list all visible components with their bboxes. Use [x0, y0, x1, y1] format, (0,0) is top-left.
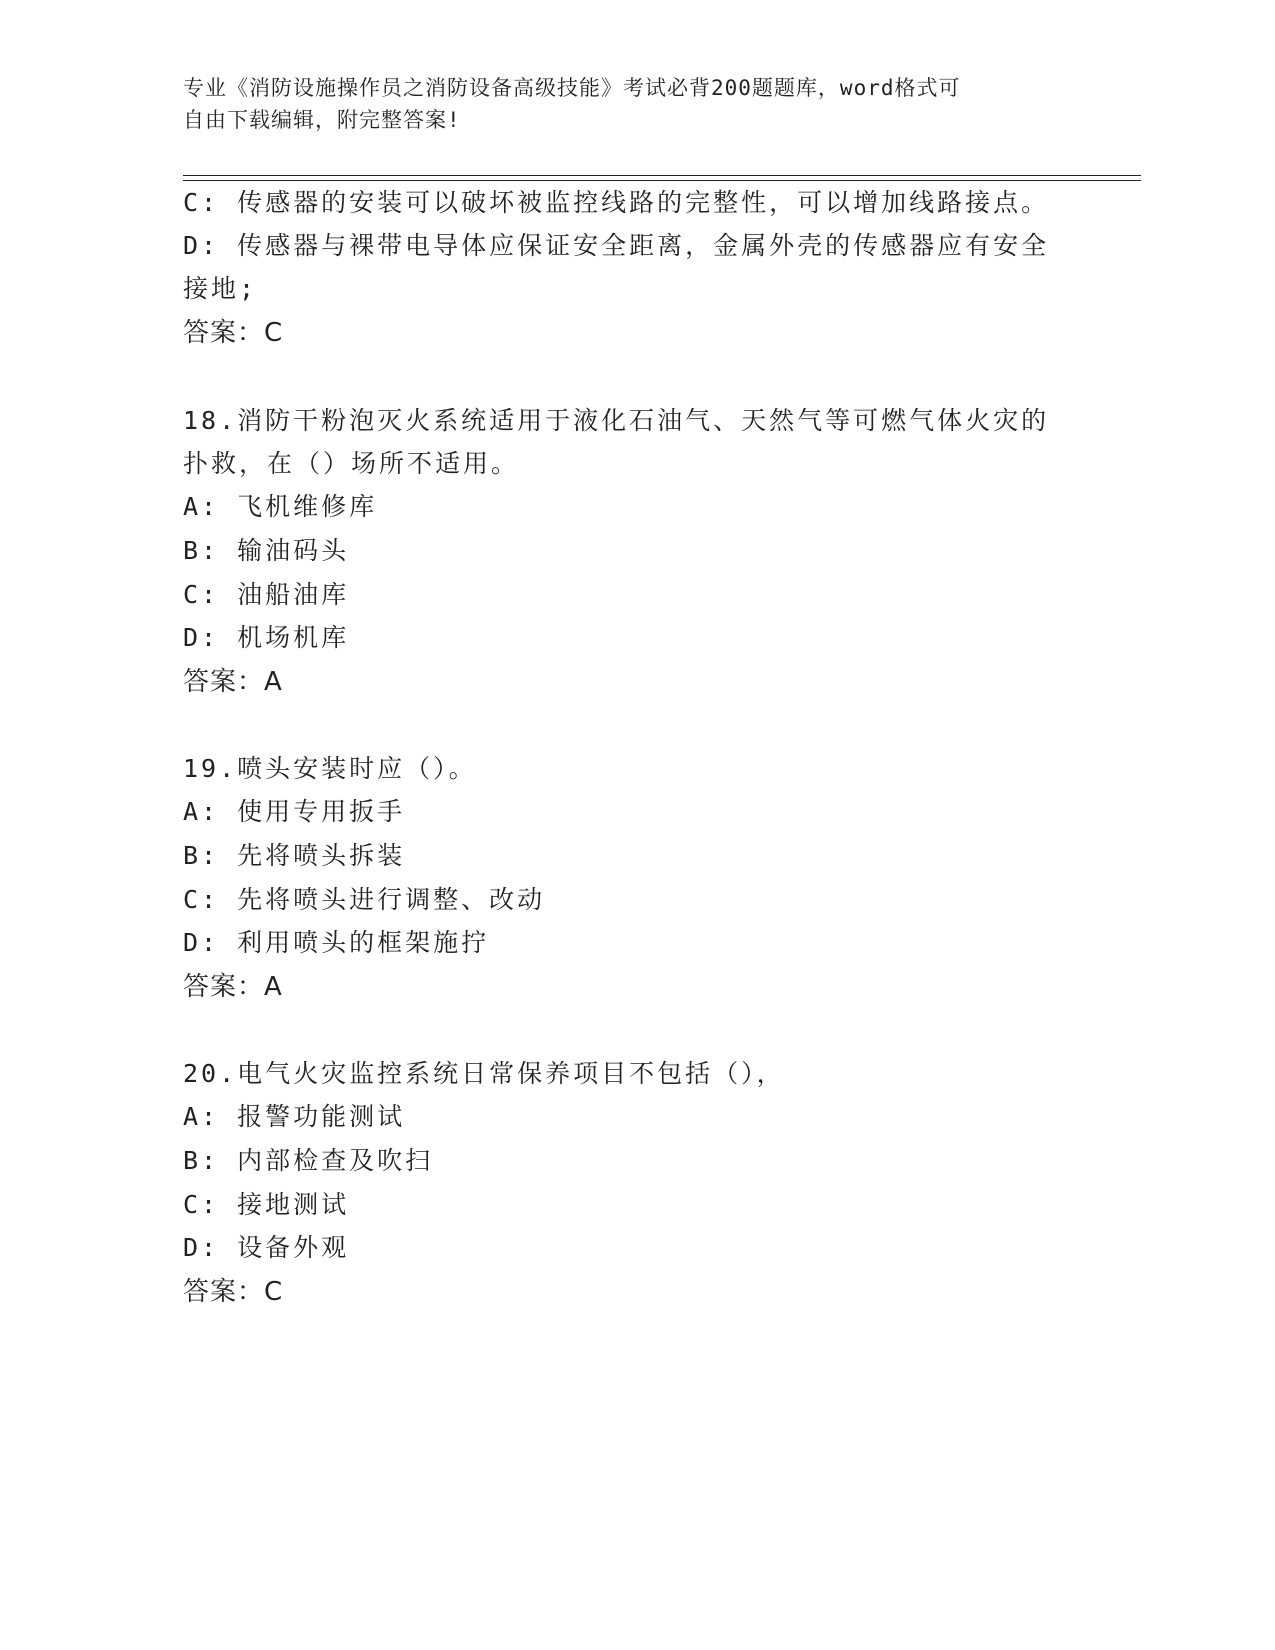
q20-stem-line1: 20.电气火灾监控系统日常保养项目不包括（）， [183, 1059, 785, 1088]
q19-option-b: B: 先将喷头拆装 [183, 841, 406, 870]
header-divider-bottom [183, 180, 1141, 181]
prev-option-c: C: 传感器的安装可以破坏被监控线路的完整性，可以增加线路接点。 [183, 188, 1050, 217]
q20-answer: 答案：C [183, 1277, 284, 1307]
q20-option-a: A: 报警功能测试 [183, 1102, 406, 1131]
q18-option-a: A: 飞机维修库 [183, 492, 378, 521]
q20-option-c: C: 接地测试 [183, 1190, 350, 1219]
prev-answer: 答案：C [183, 318, 284, 348]
q19-option-c: C: 先将喷头进行调整、改动 [183, 885, 546, 914]
q20-option-b: B: 内部检查及吹扫 [183, 1146, 434, 1175]
q19-answer: 答案：A [183, 972, 283, 1002]
q18-answer: 答案：A [183, 667, 283, 697]
header-line-1: 专业《消防设施操作员之消防设备高级技能》考试必背200题题库，word格式可 [183, 76, 961, 100]
q18-option-c: C: 油船油库 [183, 580, 350, 609]
q18-option-d: D: 机场机库 [183, 623, 350, 652]
q18-option-b: B: 输油码头 [183, 536, 350, 565]
q19-option-a: A: 使用专用扳手 [183, 797, 406, 826]
q19-option-d: D: 利用喷头的框架施拧 [183, 928, 490, 957]
q20-option-d: D: 设备外观 [183, 1233, 350, 1262]
document-header [183, 72, 1063, 136]
header-line-2: 自由下载编辑，附完整答案! [183, 108, 461, 132]
q19-stem-line1: 19.喷头安装时应（）。 [183, 754, 477, 783]
q18-stem-line1: 18.消防干粉泡灭火系统适用于液化石油气、天然气等可燃气体火灾的 [183, 406, 1050, 435]
prev-option-d-line2: 接地; [183, 274, 258, 303]
prev-option-d-line1: D: 传感器与裸带电导体应保证安全距离，金属外壳的传感器应有安全 [183, 231, 1050, 260]
q18-stem-line2: 扑救，在（）场所不适用。 [183, 449, 520, 478]
header-divider-top [183, 175, 1141, 176]
